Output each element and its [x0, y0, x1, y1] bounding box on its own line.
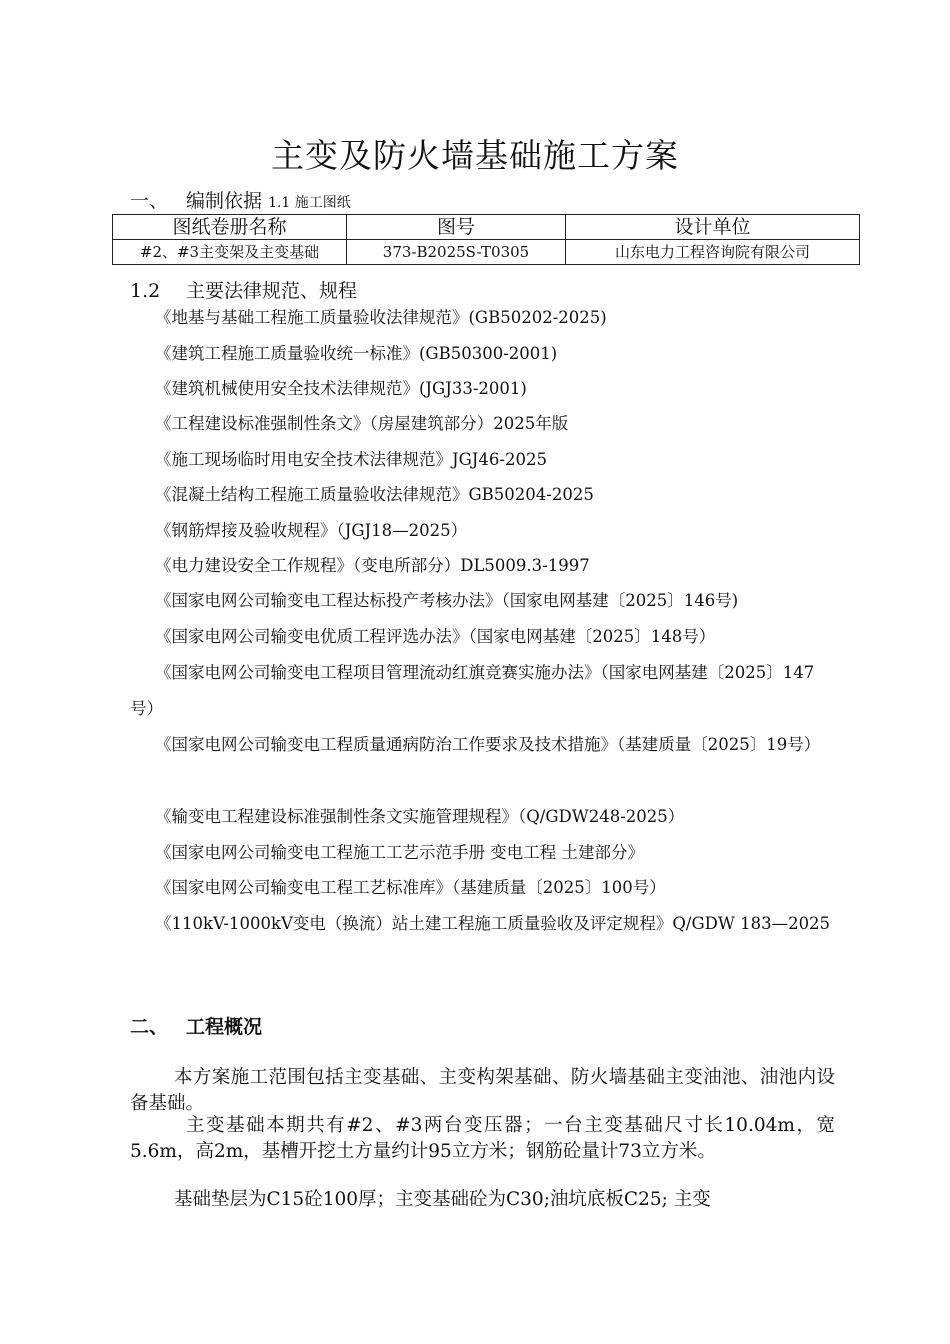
drawings-table	[112, 214, 860, 265]
table-header-cell: 图号	[347, 215, 566, 240]
law-item: 《国家电网公司输变电工程工艺标准库》（基建质量〔2025〕100号）	[155, 878, 666, 897]
table-header-cell: 设计单位	[566, 215, 860, 240]
law-item: 《国家电网公司输变电优质工程评选办法》（国家电网基建〔2025〕148号）	[155, 627, 716, 646]
law-item: 《建筑工程施工质量验收统一标准》(GB50300-2001)	[155, 344, 558, 363]
paragraph: 主变基础本期共有#2、#3两台变压器；一台主变基础尺寸长10.04m，宽5.6m，高2m，基槽开挖土方量约计95立方米；钢筋砼量计73立方米。	[130, 1115, 835, 1162]
section-2-number: 二、	[130, 1016, 169, 1038]
table-cell: #2、#3主变架及主变基础	[113, 240, 347, 265]
section-2-title: 工程概况	[186, 1016, 263, 1038]
law-item: 《混凝土结构工程施工质量验收法律规范》GB50204-2025	[155, 485, 594, 504]
law-item: 《钢筋焊接及验收规程》（JGJ18—2025）	[155, 521, 468, 540]
table-cell: 山东电力工程咨询院有限公司	[566, 240, 860, 265]
law-item: 《国家电网公司输变电工程项目管理流动红旗竞赛实施办法》（国家电网基建〔2025〕147号）	[130, 663, 815, 718]
paragraph: 本方案施工范围包括主变基础、主变构架基础、防火墙基础主变油池、油池内设备基础。	[130, 1067, 835, 1114]
section-1-heading	[130, 186, 351, 213]
section-1-1-heading: 1.1 施工图纸	[268, 195, 351, 211]
law-item: 《工程建设标准强制性条文》（房屋建筑部分）2025年版	[155, 414, 569, 433]
section-2-heading	[130, 1012, 262, 1039]
law-item: 《国家电网公司输变电工程质量通病防治工作要求及技术措施》（基建质量〔2025〕19号）	[155, 735, 821, 754]
document-title: 主变及防火墙基础施工方案	[271, 136, 679, 175]
table-header-cell: 图纸卷册名称	[113, 215, 347, 240]
law-item: 《国家电网公司输变电工程达标投产考核办法》（国家电网基建〔2025〕146号)	[155, 591, 739, 610]
paragraph: 基础垫层为C15砼100厚；主变基础砼为C30;油坑底板C25; 主变	[174, 1189, 711, 1210]
table-row	[113, 240, 860, 265]
law-item: 《地基与基础工程施工质量验收法律规范》(GB50202-2025)	[155, 308, 607, 327]
law-item: 《国家电网公司输变电工程施工工艺示范手册 变电工程 土建部分》	[155, 843, 644, 862]
law-item: 《电力建设安全工作规程》（变电所部分）DL5009.3-1997	[155, 556, 590, 575]
law-item: 《110kV-1000kV变电（换流）站土建工程施工质量验收及评定规程》Q/GDW 183—2025	[155, 914, 831, 933]
table-header-row	[113, 215, 860, 240]
section-1-2-number: 1.2	[130, 280, 161, 302]
table-cell: 373-B2025S-T0305	[347, 240, 566, 265]
section-1-2-heading	[130, 276, 357, 303]
law-item: 《建筑机械使用安全技术法律规范》(JGJ33-2001)	[155, 379, 527, 398]
section-1-title: 编制依据	[186, 190, 263, 212]
law-item: 《输变电工程建设标准强制性条文实施管理规程》（Q/GDW248-2025）	[155, 807, 685, 826]
section-1-number: 一、	[130, 190, 169, 212]
law-item: 《施工现场临时用电安全技术法律规范》JGJ46-2025	[155, 450, 547, 469]
section-1-2-title: 主要法律规范、规程	[186, 280, 358, 302]
